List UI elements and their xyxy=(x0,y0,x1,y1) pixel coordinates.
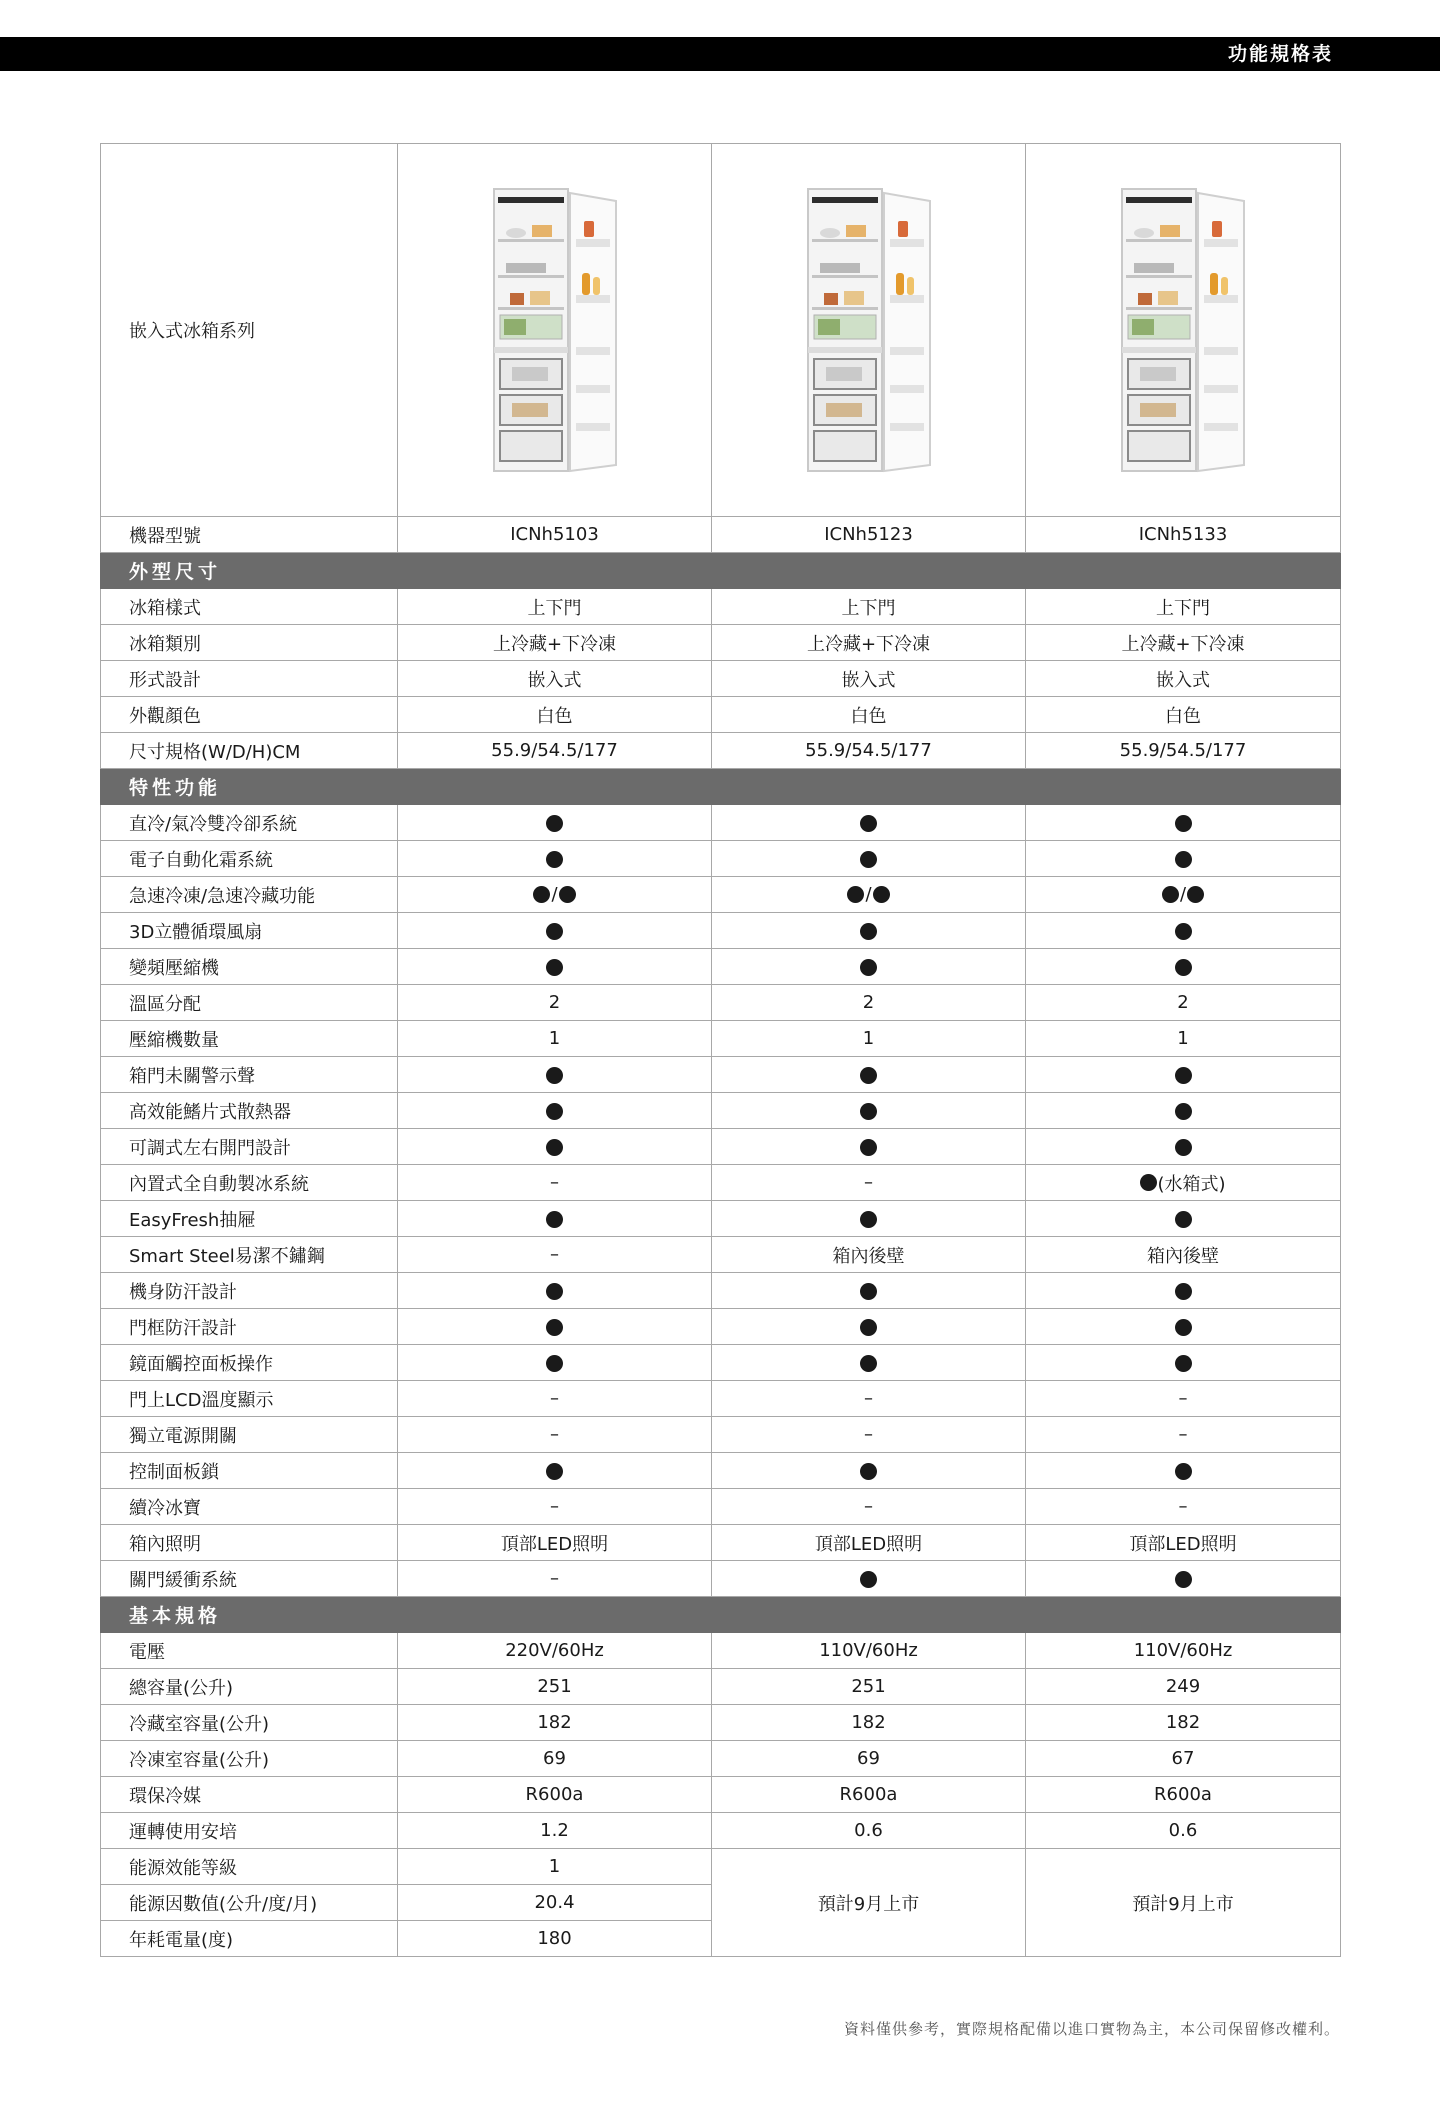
spec-value: 110V/60Hz xyxy=(712,1633,1026,1669)
spec-row xyxy=(101,697,1341,733)
spec-label: 鏡面觸控面板操作 xyxy=(101,1345,398,1381)
model-image-cell xyxy=(1026,144,1341,517)
spec-value: R600a xyxy=(712,1777,1026,1813)
spec-value xyxy=(398,805,712,841)
spec-value xyxy=(1026,1093,1341,1129)
dot-icon xyxy=(860,851,877,868)
dot-icon xyxy=(873,886,890,903)
spec-row xyxy=(101,1237,1341,1273)
dot-icon xyxy=(546,1139,563,1156)
spec-value xyxy=(1026,1345,1341,1381)
dot-icon xyxy=(1175,815,1192,832)
spec-row xyxy=(101,1165,1341,1201)
spec-label: 冰箱樣式 xyxy=(101,589,398,625)
dot-icon xyxy=(860,923,877,940)
spec-row xyxy=(101,1525,1341,1561)
section-title: 特性功能 xyxy=(101,769,1341,805)
spec-row xyxy=(101,1201,1341,1237)
model-image-cell xyxy=(398,144,712,517)
spec-row xyxy=(101,1417,1341,1453)
spec-value xyxy=(712,1201,1026,1237)
spec-row xyxy=(101,1849,1341,1885)
spec-value xyxy=(1026,1453,1341,1489)
spec-value: 0.6 xyxy=(712,1813,1026,1849)
fridge-icon xyxy=(1120,187,1246,473)
section-header xyxy=(101,769,1341,805)
spec-label: EasyFresh抽屜 xyxy=(101,1201,398,1237)
spec-value: 1 xyxy=(398,1849,712,1885)
spec-value: 1 xyxy=(398,1021,712,1057)
spec-label: 獨立電源開關 xyxy=(101,1417,398,1453)
section-header xyxy=(101,553,1341,589)
spec-value: – xyxy=(398,1237,712,1273)
spec-value: 0.6 xyxy=(1026,1813,1341,1849)
spec-value xyxy=(1026,1273,1341,1309)
spec-value: – xyxy=(712,1381,1026,1417)
spec-value xyxy=(712,1129,1026,1165)
spec-label: 內置式全自動製冰系統 xyxy=(101,1165,398,1201)
dot-icon xyxy=(860,1211,877,1228)
spec-value: 55.9/54.5/177 xyxy=(1026,733,1341,769)
spec-value: – xyxy=(398,1417,712,1453)
spec-label: 形式設計 xyxy=(101,661,398,697)
dot-icon xyxy=(546,1463,563,1480)
spec-label: 門上LCD溫度顯示 xyxy=(101,1381,398,1417)
dot-icon xyxy=(1187,886,1204,903)
spec-table xyxy=(100,143,1341,1957)
fridge-icon xyxy=(492,187,618,473)
spec-value: 2 xyxy=(1026,985,1341,1021)
spec-value: 2 xyxy=(712,985,1026,1021)
spec-label: 外觀顏色 xyxy=(101,697,398,733)
spec-label: 冷藏室容量(公升) xyxy=(101,1705,398,1741)
spec-value: 頂部LED照明 xyxy=(1026,1525,1341,1561)
spec-label: 箱內照明 xyxy=(101,1525,398,1561)
spec-value xyxy=(1026,913,1341,949)
spec-label: 可調式左右開門設計 xyxy=(101,1129,398,1165)
spec-row xyxy=(101,1489,1341,1525)
launch-note: 預計9月上市 xyxy=(1026,1849,1341,1957)
spec-value xyxy=(712,1453,1026,1489)
spec-row xyxy=(101,661,1341,697)
launch-note: 預計9月上市 xyxy=(712,1849,1026,1957)
dot-icon xyxy=(1175,1463,1192,1480)
spec-value xyxy=(398,1201,712,1237)
spec-value xyxy=(712,1561,1026,1597)
dot-icon xyxy=(860,1319,877,1336)
spec-value: R600a xyxy=(1026,1777,1341,1813)
footer-note: 資料僅供參考，實際規格配備以進口實物為主，本公司保留修改權利。 xyxy=(843,2020,1340,2038)
dot-icon xyxy=(1175,1103,1192,1120)
spec-value xyxy=(398,1093,712,1129)
spec-value xyxy=(1026,1057,1341,1093)
spec-value: 上冷藏+下冷凍 xyxy=(398,625,712,661)
spec-value: 上下門 xyxy=(398,589,712,625)
spec-value: – xyxy=(1026,1489,1341,1525)
dot-icon xyxy=(1175,1283,1192,1300)
spec-row xyxy=(101,625,1341,661)
spec-row xyxy=(101,1057,1341,1093)
dot-icon xyxy=(1175,1139,1192,1156)
spec-value xyxy=(712,1273,1026,1309)
spec-value xyxy=(398,841,712,877)
spec-row xyxy=(101,1777,1341,1813)
spec-value: 白色 xyxy=(398,697,712,733)
spec-label: 電子自動化霜系統 xyxy=(101,841,398,877)
spec-label: 箱門未關警示聲 xyxy=(101,1057,398,1093)
spec-value: 182 xyxy=(1026,1705,1341,1741)
spec-value: 220V/60Hz xyxy=(398,1633,712,1669)
spec-label: 急速冷凍/急速冷藏功能 xyxy=(101,877,398,913)
spec-label: 電壓 xyxy=(101,1633,398,1669)
spec-label: 年耗電量(度) xyxy=(101,1921,398,1957)
top-bar xyxy=(0,37,1440,71)
spec-row xyxy=(101,1669,1341,1705)
spec-value: – xyxy=(398,1165,712,1201)
dot-icon xyxy=(860,1139,877,1156)
spec-value: 55.9/54.5/177 xyxy=(712,733,1026,769)
dot-icon xyxy=(860,1463,877,1480)
spec-label: 溫區分配 xyxy=(101,985,398,1021)
spec-value: – xyxy=(712,1165,1026,1201)
spec-value xyxy=(1026,1165,1341,1201)
spec-value: 嵌入式 xyxy=(1026,661,1341,697)
spec-value: 白色 xyxy=(1026,697,1341,733)
dot-icon xyxy=(1175,1355,1192,1372)
spec-value: – xyxy=(398,1561,712,1597)
spec-label: 3D立體循環風扇 xyxy=(101,913,398,949)
spec-value: – xyxy=(1026,1417,1341,1453)
spec-value: R600a xyxy=(398,1777,712,1813)
image-row xyxy=(101,144,1341,517)
spec-value xyxy=(712,877,1026,913)
spec-label: 高效能鰭片式散熱器 xyxy=(101,1093,398,1129)
spec-row xyxy=(101,877,1341,913)
spec-value: 182 xyxy=(712,1705,1026,1741)
spec-value: – xyxy=(712,1489,1026,1525)
dot-icon xyxy=(1162,886,1179,903)
spec-value: 1.2 xyxy=(398,1813,712,1849)
model-name: ICNh5103 xyxy=(398,517,712,553)
spec-label: 控制面板鎖 xyxy=(101,1453,398,1489)
spec-value: 20.4 xyxy=(398,1885,712,1921)
model-name: ICNh5123 xyxy=(712,517,1026,553)
spec-value xyxy=(1026,1201,1341,1237)
spec-value xyxy=(712,913,1026,949)
spec-value xyxy=(398,1273,712,1309)
page-title: 功能規格表 xyxy=(1227,43,1333,65)
spec-value: 251 xyxy=(398,1669,712,1705)
spec-label: 直冷/氣冷雙冷卻系統 xyxy=(101,805,398,841)
spec-row xyxy=(101,1309,1341,1345)
dot-icon xyxy=(1175,923,1192,940)
dot-icon xyxy=(860,1283,877,1300)
dot-icon xyxy=(533,886,550,903)
spec-value: 251 xyxy=(712,1669,1026,1705)
spec-value: – xyxy=(398,1489,712,1525)
spec-value: 69 xyxy=(712,1741,1026,1777)
spec-value xyxy=(398,1345,712,1381)
model-name: ICNh5133 xyxy=(1026,517,1341,553)
spec-row xyxy=(101,1021,1341,1057)
spec-value: 69 xyxy=(398,1741,712,1777)
spec-row xyxy=(101,1381,1341,1417)
dot-icon xyxy=(860,1355,877,1372)
spec-label: 續冷冰寶 xyxy=(101,1489,398,1525)
spec-value xyxy=(712,805,1026,841)
dot-icon xyxy=(559,886,576,903)
spec-row xyxy=(101,1093,1341,1129)
spec-label: 總容量(公升) xyxy=(101,1669,398,1705)
spec-value xyxy=(1026,877,1341,913)
spec-label: Smart Steel易潔不鏽鋼 xyxy=(101,1237,398,1273)
spec-row xyxy=(101,949,1341,985)
spec-label: 冰箱類別 xyxy=(101,625,398,661)
spec-value xyxy=(1026,805,1341,841)
spec-value: 1 xyxy=(712,1021,1026,1057)
spec-label: 壓縮機數量 xyxy=(101,1021,398,1057)
series-label: 嵌入式冰箱系列 xyxy=(101,144,398,517)
dot-icon xyxy=(546,851,563,868)
spec-value xyxy=(712,1309,1026,1345)
spec-value: 249 xyxy=(1026,1669,1341,1705)
spec-row xyxy=(101,805,1341,841)
dot-icon xyxy=(546,959,563,976)
spec-row xyxy=(101,1129,1341,1165)
dot-icon xyxy=(546,1211,563,1228)
spec-label: 機身防汗設計 xyxy=(101,1273,398,1309)
spec-value xyxy=(1026,1561,1341,1597)
spec-value: 嵌入式 xyxy=(712,661,1026,697)
spec-row xyxy=(101,1561,1341,1597)
dot-icon xyxy=(546,923,563,940)
spec-value xyxy=(398,949,712,985)
spec-label: 能源效能等級 xyxy=(101,1849,398,1885)
spec-value xyxy=(712,949,1026,985)
dot-icon xyxy=(1175,959,1192,976)
dot-icon xyxy=(1140,1174,1157,1191)
spec-value xyxy=(398,1453,712,1489)
spec-row xyxy=(101,1345,1341,1381)
spec-value: 嵌入式 xyxy=(398,661,712,697)
spec-value xyxy=(398,1129,712,1165)
spec-value xyxy=(1026,949,1341,985)
model-image-cell xyxy=(712,144,1026,517)
dot-icon xyxy=(546,1103,563,1120)
spec-value xyxy=(712,1345,1026,1381)
dot-icon xyxy=(860,1103,877,1120)
spec-value xyxy=(398,1309,712,1345)
spec-value: – xyxy=(1026,1381,1341,1417)
spec-value xyxy=(1026,1309,1341,1345)
spec-value xyxy=(1026,841,1341,877)
section-header xyxy=(101,1597,1341,1633)
spec-value xyxy=(712,841,1026,877)
spec-row xyxy=(101,985,1341,1021)
spec-value xyxy=(398,877,712,913)
dot-icon xyxy=(1175,1319,1192,1336)
spec-row xyxy=(101,1813,1341,1849)
spec-value: 上冷藏+下冷凍 xyxy=(1026,625,1341,661)
spec-value xyxy=(712,1093,1026,1129)
separator: / xyxy=(551,884,558,906)
spec-value: 1 xyxy=(1026,1021,1341,1057)
dot-icon xyxy=(1175,1571,1192,1588)
spec-label: 尺寸規格(W/D/H)CM xyxy=(101,733,398,769)
section-title: 外型尺寸 xyxy=(101,553,1341,589)
dot-icon xyxy=(847,886,864,903)
spec-value: 頂部LED照明 xyxy=(398,1525,712,1561)
spec-value: – xyxy=(712,1417,1026,1453)
dot-icon xyxy=(1175,851,1192,868)
model-row xyxy=(101,517,1341,553)
separator: / xyxy=(1179,884,1187,906)
spec-value: 上下門 xyxy=(1026,589,1341,625)
spec-row xyxy=(101,841,1341,877)
spec-row xyxy=(101,1741,1341,1777)
spec-label: 變頻壓縮機 xyxy=(101,949,398,985)
dot-icon xyxy=(546,1067,563,1084)
dot-icon xyxy=(860,1067,877,1084)
spec-row xyxy=(101,1453,1341,1489)
dot-icon xyxy=(860,959,877,976)
spec-value: 上下門 xyxy=(712,589,1026,625)
spec-label: 運轉使用安培 xyxy=(101,1813,398,1849)
dot-icon xyxy=(546,1283,563,1300)
separator: / xyxy=(865,884,872,906)
spec-row xyxy=(101,913,1341,949)
value-note: (水箱式) xyxy=(1157,1173,1226,1195)
spec-label: 門框防汗設計 xyxy=(101,1309,398,1345)
section-title: 基本規格 xyxy=(101,1597,1341,1633)
spec-value xyxy=(398,1057,712,1093)
spec-row xyxy=(101,1633,1341,1669)
dot-icon xyxy=(546,815,563,832)
dot-icon xyxy=(1175,1211,1192,1228)
spec-value: – xyxy=(398,1381,712,1417)
spec-row xyxy=(101,1273,1341,1309)
spec-value: 180 xyxy=(398,1921,712,1957)
spec-value: 上冷藏+下冷凍 xyxy=(712,625,1026,661)
dot-icon xyxy=(546,1355,563,1372)
spec-value: 182 xyxy=(398,1705,712,1741)
spec-value: 箱內後壁 xyxy=(712,1237,1026,1273)
spec-value xyxy=(1026,1129,1341,1165)
spec-value: 箱內後壁 xyxy=(1026,1237,1341,1273)
spec-value: 白色 xyxy=(712,697,1026,733)
spec-row xyxy=(101,1705,1341,1741)
spec-label: 能源因數值(公升/度/月) xyxy=(101,1885,398,1921)
fridge-icon xyxy=(806,187,932,473)
spec-value: 頂部LED照明 xyxy=(712,1525,1026,1561)
dot-icon xyxy=(546,1319,563,1336)
spec-value: 67 xyxy=(1026,1741,1341,1777)
dot-icon xyxy=(860,815,877,832)
spec-value xyxy=(398,913,712,949)
model-row-label: 機器型號 xyxy=(101,517,398,553)
dot-icon xyxy=(1175,1067,1192,1084)
spec-row xyxy=(101,589,1341,625)
spec-value: 110V/60Hz xyxy=(1026,1633,1341,1669)
spec-row xyxy=(101,733,1341,769)
spec-label: 關門緩衝系統 xyxy=(101,1561,398,1597)
spec-value: 2 xyxy=(398,985,712,1021)
spec-label: 環保冷媒 xyxy=(101,1777,398,1813)
spec-value xyxy=(712,1057,1026,1093)
spec-label: 冷凍室容量(公升) xyxy=(101,1741,398,1777)
spec-value: 55.9/54.5/177 xyxy=(398,733,712,769)
dot-icon xyxy=(860,1571,877,1588)
